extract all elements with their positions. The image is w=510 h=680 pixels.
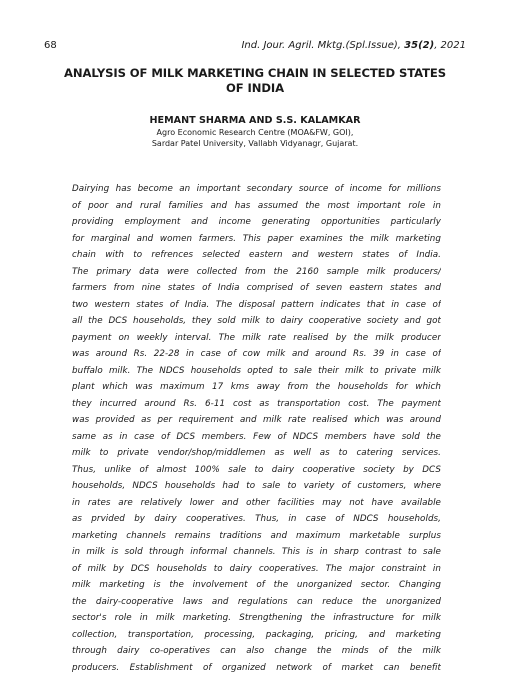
author-affiliation <box>40 127 470 149</box>
abstract-line: The primary data were collected from the 2160 sample milk producers/ <box>72 266 441 277</box>
abstract-line: same as in case of DCS members. Few of NDCS members have sold the <box>72 431 441 442</box>
abstract-line: in milk is sold through informal channels. This is in sharp contrast to sale <box>72 547 441 557</box>
abstract-line: for marginal and women farmers. This paper examines the milk marketing <box>72 233 441 244</box>
journal-volume: 35(2) <box>404 40 435 51</box>
affiliation-line-2: Sardar Patel University, Vallabh Vidyanagr, Gujarat. <box>151 139 359 148</box>
affiliation-line-1: Agro Economic Research Centre (MOA&FW, GOI), <box>156 128 354 137</box>
journal-year: , 2021 <box>434 40 466 51</box>
abstract-line: providing employment and income generating opportunities particularly <box>72 217 441 227</box>
abstract-line: plant which was maximum 17 kms away from the households for which <box>72 382 441 392</box>
journal-running-header <box>241 40 466 52</box>
article-title-line-1: ANALYSIS OF MILK MARKETING CHAIN IN SELECTED STATES <box>64 66 446 80</box>
abstract-text <box>72 181 441 676</box>
abstract-line: through dairy co-operatives can also change the minds of the milk <box>72 646 441 656</box>
abstract-line: marketing channels remains traditions and maximum marketable surplus <box>72 530 441 541</box>
abstract-line: farmers from nine states of India comprised of seven eastern states and <box>72 283 441 293</box>
abstract-line: chain with to refrences selected eastern and western states of India. <box>72 250 441 260</box>
article-title <box>40 66 470 96</box>
abstract-line: milk marketing is the involvement of the unorganized sector. Changing <box>72 580 441 590</box>
abstract-line: all the DCS households, they sold milk to dairy cooperative society and got <box>72 316 441 326</box>
article-authors: HEMANT SHARMA AND S.S. KALAMKAR <box>149 115 361 126</box>
abstract-line: they incurred around Rs. 6-11 cost as transportation cost. The payment <box>72 398 441 409</box>
abstract-line: milk to private vendor/shop/middlemen as well as to catering services. <box>72 448 441 458</box>
abstract-line: collection, transportation, processing, packaging, pricing, and marketing <box>72 629 441 640</box>
abstract-line: in rates are relatively lower and other facilities may not have available <box>72 497 441 508</box>
abstract-line: producers. Establishment of organized network of market can benefit <box>72 662 441 673</box>
abstract-line: was around Rs. 22-28 in case of cow milk and around Rs. 39 in case of <box>72 349 441 359</box>
abstract-line: buffalo milk. The NDCS households opted to sale their milk to private milk <box>72 365 441 376</box>
article-title-line-2: OF INDIA <box>226 81 284 95</box>
abstract-line: two western states of India. The disposal pattern indicates that in case of <box>72 299 441 310</box>
abstract-line: payment on weekly interval. The milk rate realised by the milk producer <box>72 332 441 343</box>
page-number: 68 <box>44 40 57 51</box>
abstract-line: Thus, unlike of almost 100% sale to dairy cooperative society by DCS <box>72 464 441 475</box>
abstract-line: sector's role in milk marketing. Strengthening the infrastructure for milk <box>72 613 441 623</box>
abstract-line: Dairying has become an important secondary source of income for millions <box>72 184 441 194</box>
abstract-line: households, NDCS households had to sale to variety of customers, where <box>72 481 441 491</box>
journal-citation: Ind. Jour. Agril. Mktg.(Spl.Issue), <box>241 40 405 51</box>
abstract-line: was provided as per requirement and milk rate realised which was around <box>72 415 441 425</box>
abstract-line: as prvided by dairy cooperatives. Thus, in case of NDCS households, <box>72 514 441 524</box>
abstract-line: of milk by DCS households to dairy cooperatives. The major constraint in <box>72 563 441 574</box>
abstract-line: the dairy-cooperative laws and regulations can reduce the unorganized <box>72 596 441 607</box>
abstract-line: of poor and rural families and has assumed the most important role in <box>72 200 441 211</box>
